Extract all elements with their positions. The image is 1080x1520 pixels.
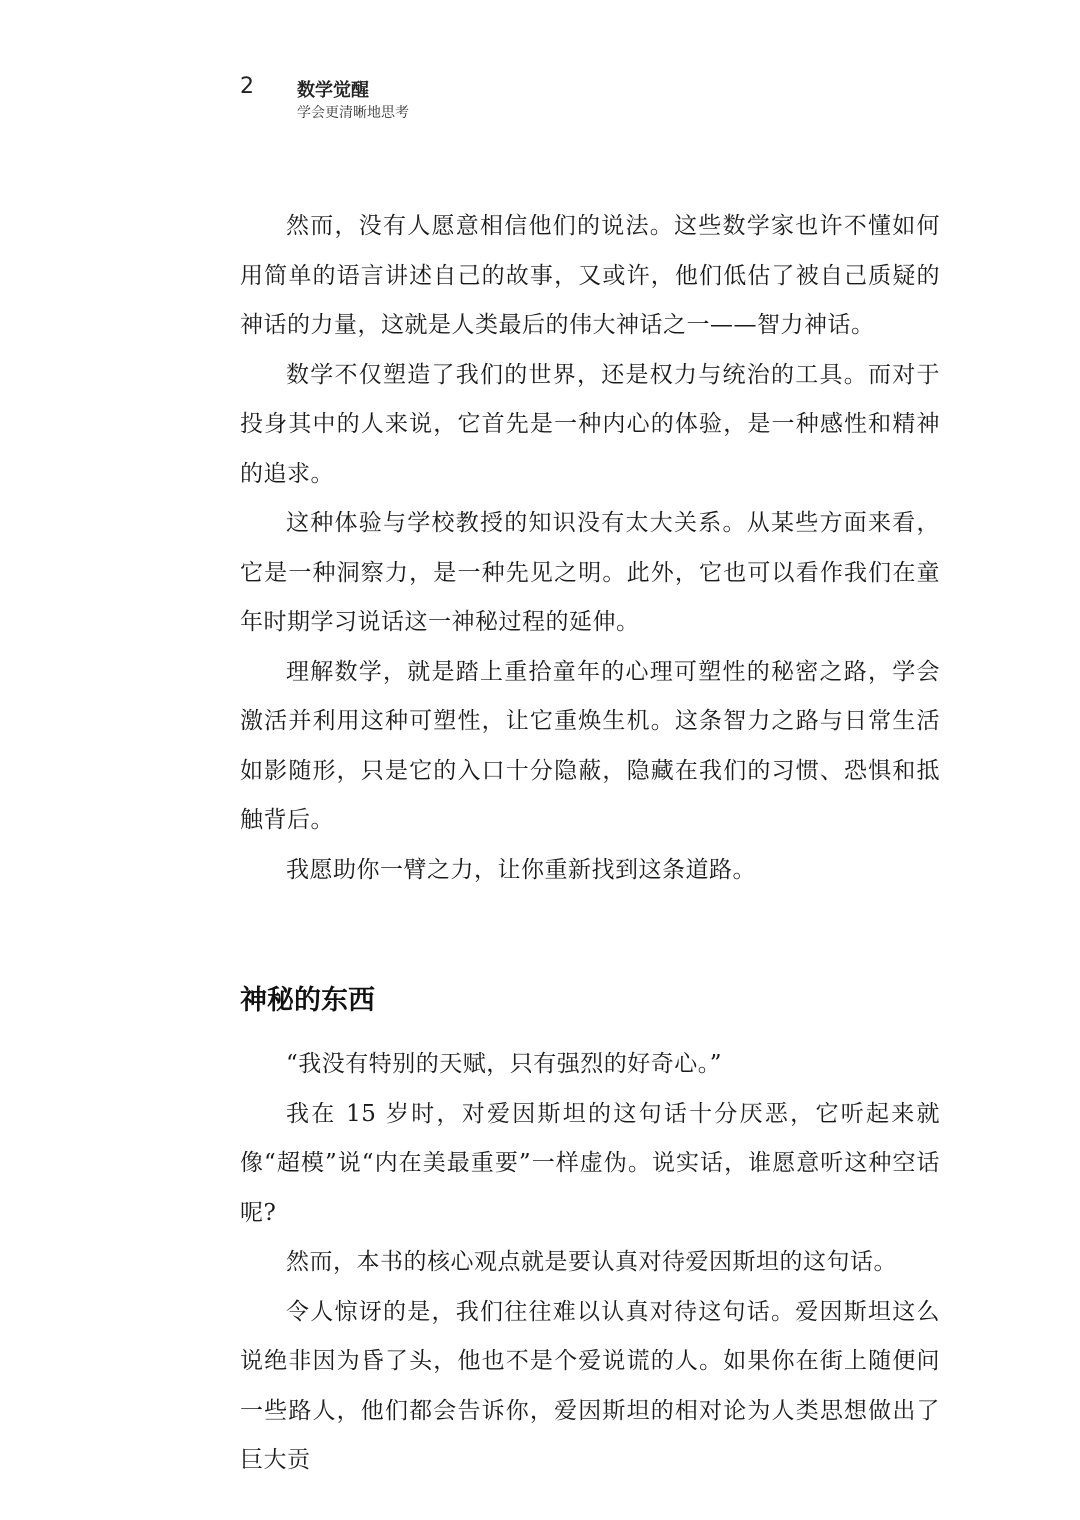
- book-title: 数学觉醒: [297, 80, 369, 101]
- section-heading: 神秘的东西: [240, 985, 375, 1017]
- paragraph: 我在 15 岁时，对爱因斯坦的这句话十分厌恶，它听起来就像“超模”说“内在美最重要”一样虚伪。说实话，谁愿意听这种空话呢?: [240, 1100, 940, 1226]
- paragraph: 令人惊讶的是，我们往往难以认真对待这句话。爱因斯坦这么说绝非因为昏了头，他也不是个爱说谎的人。如果你在街上随便问一些路人，他们都会告诉你，爱因斯坦的相对论为人类思想做出了巨大贡: [240, 1298, 940, 1473]
- section-two-body: [240, 1040, 940, 1486]
- paragraph: 然而，本书的核心观点就是要认真对待爱因斯坦的这句话。: [286, 1249, 897, 1275]
- paragraph: 我愿助你一臂之力，让你重新找到这条道路。: [286, 856, 756, 883]
- page-number: 2: [240, 74, 254, 99]
- section-one-body: [240, 202, 940, 895]
- paragraph: 然而，没有人愿意相信他们的说法。这些数学家也许不懂如何用简单的语言讲述自己的故事，又或许，他们低估了被自己质疑的神话的力量，这就是人类最后的伟大神话之一——智力神话。: [240, 213, 940, 338]
- paragraph: 理解数学，就是踏上重拾童年的心理可塑性的秘密之路，学会激活并利用这种可塑性，让它重焕生机。这条智力之路与日常生活如影随形，只是它的入口十分隐蔽，隐藏在我们的习惯、恐惧和抵触背后。: [240, 658, 940, 833]
- paragraph: 这种体验与学校教授的知识没有太大关系。从某些方面来看，它是一种洞察力，是一种先见之明。此外，它也可以看作我们在童年时期学习说话这一神秘过程的延伸。: [240, 510, 940, 635]
- paragraph: 数学不仅塑造了我们的世界，还是权力与统治的工具。而对于投身其中的人来说，它首先是一种内心的体验，是一种感性和精神的追求。: [240, 361, 940, 487]
- quote-paragraph: “我没有特别的天赋，只有强烈的好奇心。”: [286, 1051, 723, 1077]
- book-subtitle: 学会更清晰地思考: [297, 105, 409, 121]
- running-header: [240, 72, 840, 132]
